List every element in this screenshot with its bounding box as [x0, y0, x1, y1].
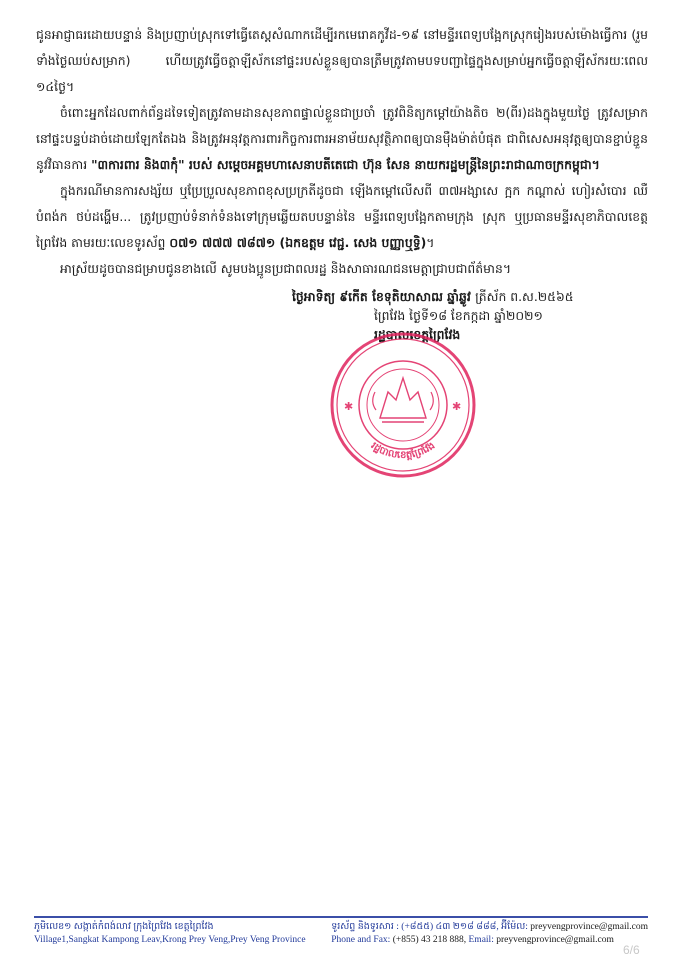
official-seal-icon [328, 330, 478, 480]
svg-text:✱: ✱ [344, 400, 354, 413]
footer-divider [34, 916, 648, 918]
footer-address [34, 921, 306, 947]
seal-ring-text: រដ្ឋបាលខេត្តព្រៃវែង [368, 440, 438, 462]
issuing-authority: រដ្ឋបាលខេត្តព្រៃវែង [374, 327, 461, 342]
solar-date: ព្រៃវែង ថ្ងៃទី១៨ ខែកក្កដា ឆ្នាំ២០២១ [374, 308, 543, 323]
lunar-date-rest: ត្រីស័ក ព.ស.២៥៦៥ [475, 289, 574, 304]
contact-khmer-email-label: , អ៊ីម៉ែល: [496, 922, 531, 932]
contact-khmer-phone: (+៨៥៥) ៤៣ ២១៨ ៨៨៨ [401, 922, 497, 932]
paragraph-2-bold: "៣ការពារ និង៣កុំ" របស់ សម្តេចអគ្គមហាសេនាបតីតេជោ ហ៊ុន សែន នាយករដ្ឋមន្ត្រីនៃព្រះរាជាណាចក្រកម្ពុជា។ [91, 157, 600, 172]
email-link-kh[interactable]: preyvengprovince@gmail.com [530, 922, 648, 932]
contact-khmer-label: ទូរស័ព្ទ និងទូរសារ : [331, 922, 402, 932]
paragraph-4: អាស្រ័យដូចបានជម្រាបជូនខាងលើ សូមបងប្អូនប្រជាពលរដ្ឋ និងសាធារណជនមេត្តាជ្រាបជាព័ត៌មាន។ [60, 261, 511, 276]
lunar-date [292, 287, 652, 306]
svg-text:រដ្ឋបាលខេត្តព្រៃវែង [369, 440, 437, 461]
address-english: Village1,Sangkat Kampong Leav,Krong Prey Veng,Prey Veng Province [34, 935, 306, 945]
letter-body [36, 22, 648, 282]
paragraph-1: ជូនអាជ្ញាធរដោយបន្ទាន់ និងប្រញាប់ស្រុកទៅធ្វើតេស្តសំណាកដើម្បីរកមេរោគកូវីដ-១៩ នៅមន្ទីរពេទ្យបង្អែកស្រុករៀងរបស់ម៉ោងធ្វើការ (រួមទាំងថ្ងៃឈប់សម្រាក) ហើយត្រូវធ្វើចត្តាឡីស័កនៅផ្ទះរបស់ខ្លួនឲ្យបានត្រឹមត្រូវតាមបទបញ្ជាផ្ទៃក្នុងសម្រាប់អ្នកធ្វើចត្តាឡីស័ករយៈពេល ១៤ថ្ងៃ។ [36, 27, 648, 94]
paragraph-2 [36, 100, 648, 178]
page-number: 6/6 [623, 943, 640, 957]
svg-text:✱: ✱ [452, 400, 462, 413]
lunar-date-bold: ថ្ងៃអាទិត្យ ៩កើត ខែទុតិយាសាឍ ឆ្នាំឆ្លូវ [292, 289, 476, 304]
contact-english-email-label: Email: [466, 935, 497, 945]
paragraph-2-text: ចំពោះអ្នកដែលពាក់ព័ន្ធដទៃទៀតត្រូវតាមដានសុខភាពផ្ទាល់ខ្លួនជាប្រចាំ ត្រូវពិនិត្យកម្តៅយ៉ាងតិច ២(ពីរ)ដងក្នុងមួយថ្ងៃ ត្រូវសម្រាកនៅផ្ទះបន្ទប់ដាច់ដោយឡែកតែឯង និងត្រូវអនុវត្តការពារកិច្ចការពារអនាម័យសុវត្ថិភាពឲ្យបានម៉ឺងម៉ាត់បំផុត ជាពិសេសអនុវត្តឲ្យបានខ្ជាប់ខ្ជួននូវវិធានការ [36, 105, 648, 172]
address-khmer: ភូមិលេខ១ សង្កាត់កំពង់លាវ ក្រុងព្រៃវែង ខេត្តព្រៃវែង [34, 922, 214, 932]
email-link-en[interactable]: preyvengprovince@gmail.com [496, 935, 614, 945]
phone-contact-bold: ០៧១ ៧៧៧ ៧៨៧១ (ឯកឧត្តម វេជ្ជ. សេង បញ្ញាឬទ្ធិ) [169, 235, 427, 250]
paragraph-3-end: ។ [426, 235, 435, 250]
contact-english-label: Phone and Fax: [331, 935, 393, 945]
contact-english [331, 934, 648, 947]
contact-khmer [331, 921, 648, 934]
paragraph-3 [36, 178, 648, 256]
paragraph-3-text: ក្នុងករណីមានការសង្ស័យ ឬប្រែប្រួលសុខភាពខុសប្រក្រតីដូចជា ឡើងកម្តៅលើសពី ៣៧អង្សាសេ ក្អក កណ្តាស់ ហៀរសំបោរ ឈឺបំពង់ក ថប់ដង្ហើម... ត្រូវប្រញាប់ទំនាក់ទំនងទៅក្រុមឆ្លើយតបបន្ទាន់នៃ មន្ទីរពេទ្យបង្អែកតាមក្រុង ស្រុក ឬប្រធានមន្ទីរសុខាភិបាលខេត្តព្រៃវែង តាមរយៈលេខទូរស័ព្ទ [36, 183, 648, 250]
footer-contact [331, 921, 648, 947]
contact-english-phone: (+855) 43 218 888, [392, 935, 467, 945]
